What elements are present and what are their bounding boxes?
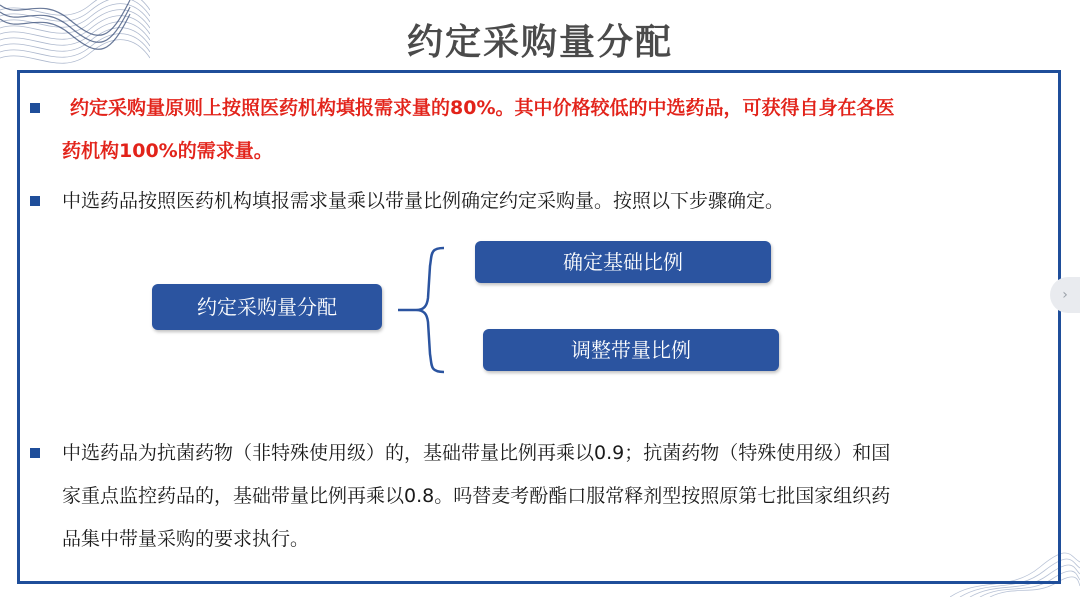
bullet-text-line: 中选药品为抗菌药物（非特殊使用级）的，基础带量比例再乘以0.9；抗菌药物（特殊使用级）和国 xyxy=(62,442,891,464)
diagram-root-box: 约定采购量分配 xyxy=(152,284,382,330)
content-frame xyxy=(17,70,1061,584)
bullet-square-icon xyxy=(30,196,40,206)
bullet-text xyxy=(62,87,1060,173)
next-slide-handle[interactable] xyxy=(1050,277,1080,313)
bullet-text-line: 品集中带量采购的要求执行。 xyxy=(62,528,310,550)
bullet-text-line: 药机构100%的需求量。 xyxy=(62,140,273,162)
bullet-text xyxy=(62,432,1052,561)
bullet-text-line: 中选药品按照医药机构填报需求量乘以带量比例确定约定采购量。按照以下步骤确定。 xyxy=(62,190,785,212)
bullet-square-icon xyxy=(30,448,40,458)
diagram-branch-box: 调整带量比例 xyxy=(483,329,779,371)
bullet-text-line: 约定采购量原则上按照医药机构填报需求量的80%。其中价格较低的中选药品，可获得自身在各医 xyxy=(70,97,895,119)
slide-title: 约定采购量分配 xyxy=(406,22,673,63)
bullet-text-line: 家重点监控药品的，基础带量比例再乘以0.8。吗替麦考酚酯口服常释剂型按照原第七批国家组织药 xyxy=(62,485,891,507)
bullet-square-icon xyxy=(30,103,40,113)
bullet-text xyxy=(62,180,1052,223)
diagram-branch-box: 确定基础比例 xyxy=(475,241,771,283)
chevron-right-icon: › xyxy=(1062,287,1068,303)
curly-brace-connector xyxy=(398,246,458,374)
